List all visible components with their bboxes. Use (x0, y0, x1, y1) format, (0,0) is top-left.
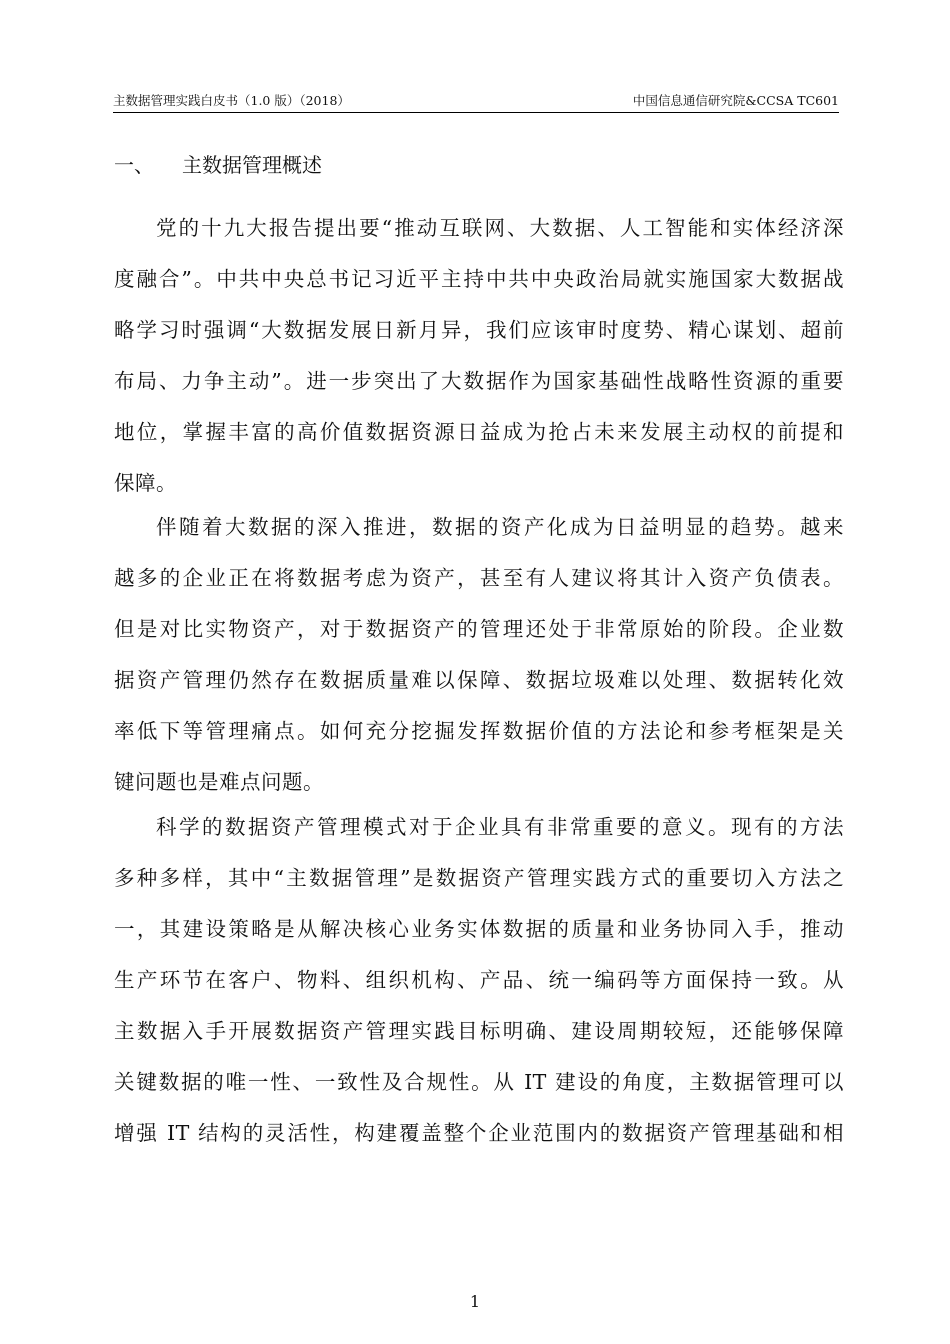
header-document-title: 主数据管理实践白皮书（1.0 版）（2018） (113, 93, 350, 108)
paragraph-line: 率低下等管理痛点。如何充分挖掘发挥数据价值的方法论和参考框架是关 (114, 719, 844, 743)
paragraph-line: 键问题也是难点问题。 (114, 770, 324, 794)
section-heading (114, 153, 322, 177)
paragraph-line: 略学习时强调“大数据发展日新月异，我们应该审时度势、精心谋划、超前 (114, 318, 844, 342)
paragraph-line: 增强 IT 结构的灵活性，构建覆盖整个企业范围内的数据资产管理基础和相 (114, 1121, 844, 1145)
paragraph-line: 布局、力争主动”。进一步突出了大数据作为国家基础性战略性资源的重要 (114, 369, 844, 393)
paragraph-line: 主数据入手开展数据资产管理实践目标明确、建设周期较短，还能够保障 (114, 1019, 844, 1043)
paragraph-line: 生产环节在客户、物料、组织机构、产品、统一编码等方面保持一致。从 (114, 968, 844, 992)
page-header (113, 94, 839, 113)
paragraph-line: 地位，掌握丰富的高价值数据资源日益成为抢占未来发展主动权的前提和 (114, 420, 844, 444)
paragraph-line: 关键数据的唯一性、一致性及合规性。从 IT 建设的角度，主数据管理可以 (114, 1070, 844, 1094)
paragraph-line: 度融合”。中共中央总书记习近平主持中共中央政治局就实施国家大数据战 (114, 267, 844, 291)
paragraph-line: 但是对比实物资产，对于数据资产的管理还处于非常原始的阶段。企业数 (114, 617, 844, 641)
section-number: 一、 (114, 153, 154, 177)
header-organization: 中国信息通信研究院&CCSA TC601 (632, 93, 839, 108)
paragraph-line: 一，其建设策略是从解决核心业务实体数据的质量和业务协同入手，推动 (114, 917, 844, 941)
paragraph-line: 越多的企业正在将数据考虑为资产，甚至有人建议将其计入资产负债表。 (114, 566, 844, 590)
section-title: 主数据管理概述 (182, 153, 322, 177)
paragraph-line: 多种多样，其中“主数据管理”是数据资产管理实践方式的重要切入方法之 (114, 866, 844, 890)
paragraph-line: 据资产管理仍然存在数据质量难以保障、数据垃圾难以处理、数据转化效 (114, 668, 844, 692)
paragraph-line: 伴随着大数据的深入推进，数据的资产化成为日益明显的趋势。越来 (156, 515, 844, 539)
paragraph-line: 科学的数据资产管理模式对于企业具有非常重要的意义。现有的方法 (156, 815, 844, 839)
paragraph-line: 保障。 (114, 471, 177, 495)
paragraph-3 (114, 802, 844, 1159)
paragraph-2 (114, 502, 844, 808)
paragraph-line: 党的十九大报告提出要“推动互联网、大数据、人工智能和实体经济深 (156, 216, 844, 240)
page-number: 1 (469, 1292, 481, 1311)
paragraph-1 (114, 203, 844, 509)
